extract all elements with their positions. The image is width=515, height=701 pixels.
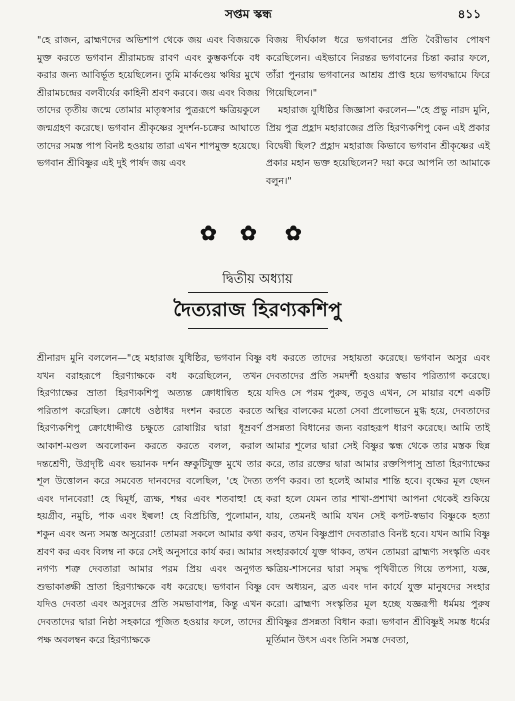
paragraph: বিজয় দীর্ঘকাল ধরে ভগবানের প্রতি বৈরীভাব পোষণ করেছিলেন। এইভাবে নিরন্তর ভগবানের চিন্তা করার ফলে, তাঁরা পুনরায় ভগবানের আশ্রয় প্রাপ্ত হয়ে ভগবদ্ধামে ফিরে গিয়েছিলেন।" <box>266 35 490 99</box>
flower-ornament-icon: ✿ <box>285 221 302 245</box>
running-head-title: সপ্তম স্কন্ধ <box>225 7 272 21</box>
chapter-rule-bottom <box>188 328 328 329</box>
top-right-column <box>266 32 490 190</box>
flower-ornament-icon: ✿ <box>200 221 217 245</box>
page-number: ৪১১ <box>457 7 481 21</box>
paragraph: শ্রীনারদ মুনি বললেন—"হে মহারাজ যুধিষ্ঠির, ভগবান বিষ্ণু যখন বরাহরূপে হিরণ্যাক্ষকে বধ করেছিলেন, তখন হিরণ্যাক্ষের ভ্রাতা হিরণ্যকশিপু অত্যন্ত ক্রোধান্বিত হয়ে পরিতাপ করেছিল। ক্রোধে ওষ্ঠাধর দংশন করতে করতে হিরণ্যকশিপু ক্রোধোদ্দীপ্ত চক্ষুতে রোষাগ্নির দ্বারা ধূম্রবর্ণ আকাশ-মণ্ডল অবলোকন করতে করতে বলল, করাল দন্তশ্রেণী, উগ্রদৃষ্টি এবং ভয়ানক দর্শন ভ্রুকুটিযুক্ত মুখে তার শূল উত্তোলন করে সমবেত দানবদের বলেছিল, 'হে দৈত্য এবং দানবেরা! হে দ্বিমূর্ধ, ত্র্যক্ষ, শম্বর এবং শতবাহু! হে হয়গ্রীব, নমুচি, পাক এবং ইল্বল! হে বিপ্রচিত্তি, পুলোমান, শকুন এবং অন্য সমস্ত অসুরেরা! তোমরা সকলে আমার কথা শ্রবণ কর এবং বিলম্ব না করে সেই অনুসারে কার্য কর। আমার নগণ্য শত্রু দেবতারা আমার পরম প্রিয় এবং অনুগত শুভাকাঙ্ক্ষী ভ্রাতা হিরণ্যাক্ষকে বধ করেছে। ভগবান বিষ্ণু যদিও দেবতা এবং অসুরদের প্রতি সমভাবাপন্ন, কিন্তু এখন দেবতাদের দ্বারা নিষ্ঠা সহকারে পূজিত হওয়ার ফলে, তাদের পক্ষ অবলম্বন করে হিরণ্যাক্ষকে <box>37 353 262 646</box>
paragraph: বধ করতে তাদের সহায়তা করেছে। ভগবান অসুর এবং দেবতাদের প্রতি সমদর্শী হওয়ার স্বভাব পরিত্যাগ করেছে। যদিও সে পরম পুরুষ, তবুও এখন, সে মায়ার বশে একটি অস্থির বালকের মতো সেবা প্রলোভনে মুগ্ধ হয়ে, দেবতাদের প্রসন্নতা বিধানের জন্য বরাহরূপ ধারণ করেছে। আমি তাই আমার শূলের দ্বারা সেই বিষ্ণুর স্কন্ধ থেকে তার মস্তক ছিন্ন করে, তার রক্তের দ্বারা আমার রক্তপিপাসু ভ্রাতা হিরণ্যাক্ষের তর্পণ করব। তা হলেই আমার শান্তি হবে। বৃক্ষের মূল ছেদন করা হলে যেমন তার শাখা-প্রশাখা আপনা থেকেই শুকিয়ে যায়, তেমনই আমি যখন সেই কপট-স্বভাব বিষ্ণুকে হত্যা করব, তখন বিষ্ণুপ্রাণ দেবতারাও বিনষ্ট হবে। যখন আমি বিষ্ণু সংহারকার্যে যুক্ত থাকব, তখন তোমরা ব্রাহ্মণ্য সংস্কৃতি এবং ক্ষত্রিয়-শাসনের দ্বারা সমৃদ্ধ পৃথিবীতে গিয়ে তপস্যা, যজ্ঞ, বেদ অধ্যয়ন, ব্রত এবং দান কার্যে যুক্ত মানুষদের সংহার করো। ব্রাহ্মণ্য সংস্কৃতির মূল হচ্ছে যজ্ঞরূপী ধর্মময় পুরুষ শ্রীবিষ্ণুর প্রসন্নতা বিধান করা। ভগবান শ্রীবিষ্ণুই সমস্ত ধর্মের মূর্তিমান উৎস এবং তিনি সমস্ত দেবতা, <box>266 353 490 646</box>
running-head <box>0 6 515 22</box>
chapter-number: দ্বিতীয় অধ্যায় <box>222 272 293 287</box>
bottom-left-column <box>37 350 262 649</box>
paragraph: "হে রাজন, ব্রাহ্মণদের অভিশাপ থেকে জয় এবং বিজয়কে মুক্ত করতে ভগবান শ্রীরামচন্দ্র রাবণ এবং কুম্ভকর্ণকে বধ করার জন্য আবির্ভূত হয়েছিলেন। তুমি মার্কণ্ডেয় ঋষির মুখে শ্রীরামচন্দ্রের বলবীর্যের কাহিনী শ্রবণ করবে। জয় এবং বিজয় তাদের তৃতীয় জন্মে তোমার মাতৃস্বসার পুত্ররূপে ক্ষত্রিয়কুলে জন্মগ্রহণ করেছে। ভগবান শ্রীকৃষ্ণের সুদর্শন-চক্রের আঘাতে তাদের সমস্ত পাপ বিনষ্ট হওয়ায় তারা এখন শাপমুক্ত হয়েছে। ভগবান শ্রীবিষ্ণুর এই দুই পার্ষদ জয় এবং <box>37 35 260 170</box>
bottom-right-column <box>266 350 490 649</box>
chapter-rule-top <box>188 292 328 293</box>
top-left-column <box>37 32 260 173</box>
flower-ornament-icon: ✿ <box>240 221 257 245</box>
paragraph: মহারাজ যুধিষ্ঠির জিজ্ঞাসা করলেন—"হে প্রভু নারদ মুনি, প্রিয় পুত্র প্রহ্লাদ মহারাজের প্রতি হিরণ্যকশিপু কেন এই প্রকার বিদ্বেষী ছিল? প্রহ্লাদ মহারাজ কিভাবে ভগবান শ্রীকৃষ্ণের এই প্রকার মহান ভক্ত হয়েছিলেন? দয়া করে আপনি তা আমাকে বলুন।" <box>266 105 490 187</box>
section-divider-ornaments <box>0 222 515 248</box>
chapter-title: দৈত্যরাজ হিরণ্যকশিপু <box>173 299 342 321</box>
